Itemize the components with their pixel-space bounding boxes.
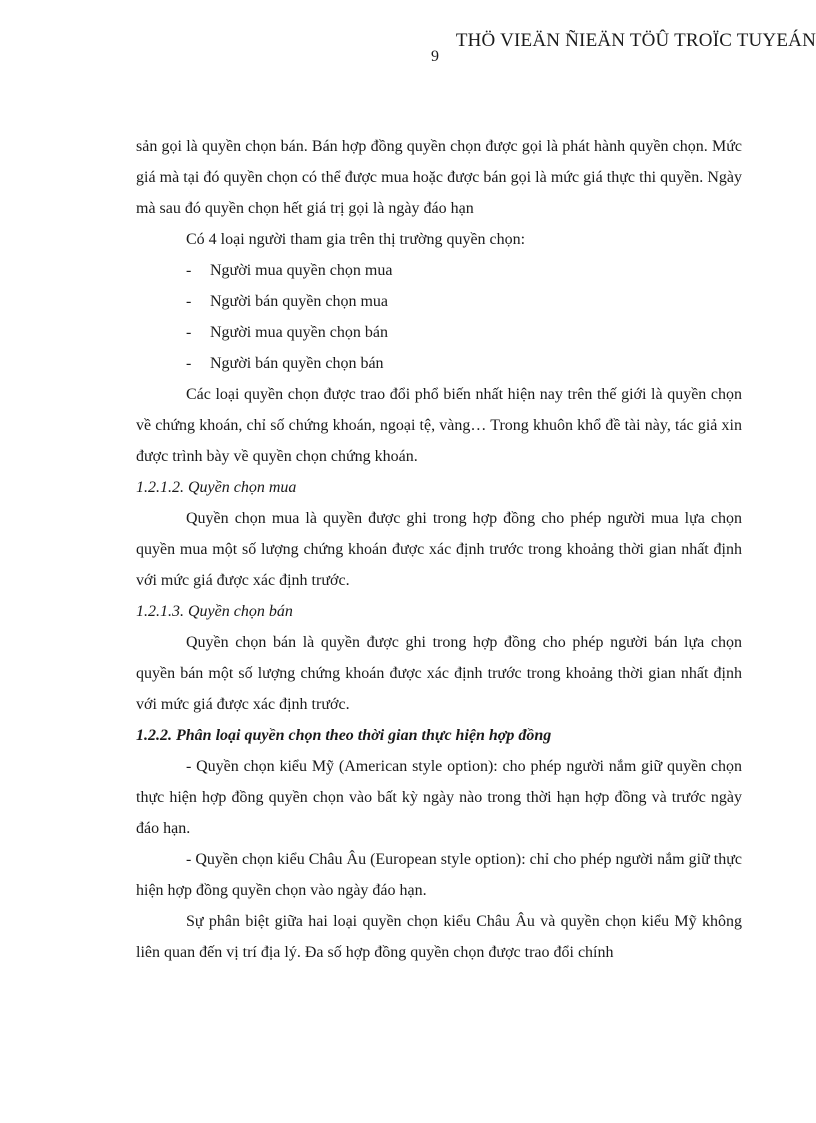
paragraph: Sự phân biệt giữa hai loại quyền chọn kiểu Châu Âu và quyền chọn kiểu Mỹ không liên quan đến vị trí địa lý. Đa số hợp đồng quyền chọn được trao đổi chính xyxy=(136,913,742,961)
list-item xyxy=(136,286,742,317)
section-heading: 1.2.2. Phân loại quyền chọn theo thời gian thực hiện hợp đồng xyxy=(136,727,552,744)
participants-list xyxy=(136,255,742,379)
list-item-text: Người mua quyền chọn bán xyxy=(210,324,388,341)
list-dash: - xyxy=(186,355,192,372)
list-item xyxy=(136,255,742,286)
document-body xyxy=(136,131,742,968)
paragraph: Quyền chọn bán là quyền được ghi trong hợp đồng cho phép người bán lựa chọn quyền bán một số lượng chứng khoán được xác định trước trong khoảng thời gian nhất định với mức giá được xác định trước. xyxy=(136,634,742,713)
paragraph: Có 4 loại người tham gia trên thị trường quyền chọn: xyxy=(186,231,526,248)
list-item-text: Người bán quyền chọn bán xyxy=(210,355,384,372)
page-number: 9 xyxy=(431,48,439,65)
paragraph: sản gọi là quyền chọn bán. Bán hợp đồng quyền chọn được gọi là phát hành quyền chọn. Mức giá mà tại đó quyền chọn có thể được mua hoặc được bán gọi là mức giá thực thi quyền. Ngày mà sau đó quyền chọn hết giá trị gọi là ngày đáo hạn xyxy=(136,138,742,217)
subsection-heading: 1.2.1.2. Quyền chọn mua xyxy=(136,479,297,496)
paragraph: Các loại quyền chọn được trao đổi phổ biến nhất hiện nay trên thế giới là quyền chọn về chứng khoán, chỉ số chứng khoán, ngoại tệ, vàng… Trong khuôn khổ đề tài này, tác giả xin được trình bày về quyền chọn chứng khoán. xyxy=(136,386,742,465)
list-dash: - xyxy=(186,262,192,279)
paragraph: - Quyền chọn kiểu Châu Âu (European style option): chỉ cho phép người nắm giữ thực hiện hợp đồng quyền chọn vào ngày đáo hạn. xyxy=(136,851,742,899)
subsection-heading: 1.2.1.3. Quyền chọn bán xyxy=(136,603,293,620)
list-item-text: Người bán quyền chọn mua xyxy=(210,293,388,310)
paragraph: - Quyền chọn kiểu Mỹ (American style option): cho phép người nắm giữ quyền chọn thực hiện hợp đồng quyền chọn vào bất kỳ ngày nào trong thời hạn hợp đồng và trước ngày đáo hạn. xyxy=(136,758,742,837)
library-header-title: THÖ VIEÄN ÑIEÄN TÖÛ TROÏC TUYEÁN xyxy=(455,30,816,51)
list-dash: - xyxy=(186,324,192,341)
list-item xyxy=(136,348,742,379)
list-dash: - xyxy=(186,293,192,310)
paragraph: Quyền chọn mua là quyền được ghi trong hợp đồng cho phép người mua lựa chọn quyền mua một số lượng chứng khoán được xác định trước trong khoảng thời gian nhất định với mức giá được xác định trước. xyxy=(136,510,742,589)
list-item xyxy=(136,317,742,348)
list-item-text: Người mua quyền chọn mua xyxy=(210,262,393,279)
